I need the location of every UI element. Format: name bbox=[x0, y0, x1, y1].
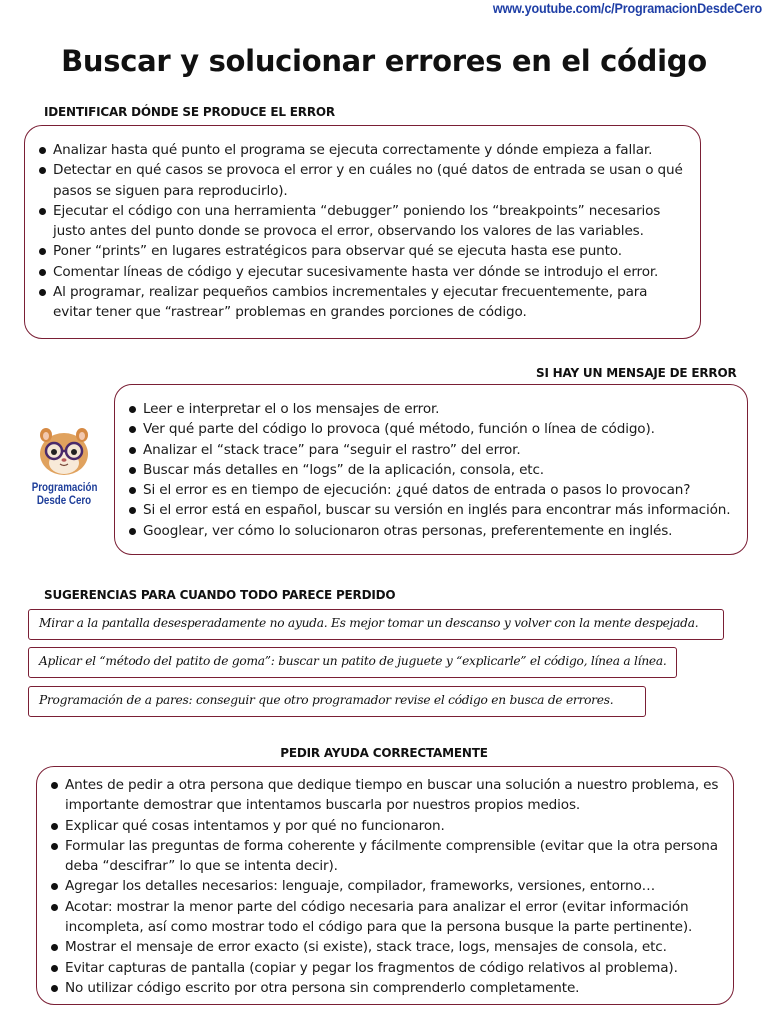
ask-help-list bbox=[51, 775, 723, 998]
list-item: Analizar hasta qué punto el programa se ejecuta correctamente y dónde empieza a fallar. bbox=[39, 140, 690, 160]
list-item: Ejecutar el código con una herramienta “debugger” poniendo los “breakpoints” necesarios justo antes del punto donde se provoca el error, observando los valores de las variables. bbox=[39, 201, 690, 242]
list-item: Antes de pedir a otra persona que dedique tiempo en buscar una solución a nuestro problema, es importante demostrar que intentamos buscarla por nuestros propios medios. bbox=[51, 775, 723, 816]
list-item: Agregar los detalles necesarios: lenguaje, compilador, frameworks, versiones, entorno… bbox=[51, 876, 723, 896]
identify-error-list bbox=[39, 140, 690, 323]
list-item: Buscar más detalles en “logs” de la aplicación, consola, etc. bbox=[129, 460, 739, 480]
list-item: Si el error está en español, buscar su versión en inglés para encontrar más información. bbox=[129, 500, 739, 520]
list-item: Comentar líneas de código y ejecutar sucesivamente hasta ver dónde se introdujo el error. bbox=[39, 262, 690, 282]
list-item: Mostrar el mensaje de error exacto (si existe), stack trace, logs, mensajes de consola, etc. bbox=[51, 937, 723, 957]
list-item: Formular las preguntas de forma coherente y fácilmente comprensible (evitar que la otra persona deba “descifrar” lo que se intenta decir). bbox=[51, 836, 723, 877]
identify-error-box bbox=[24, 125, 701, 339]
ask-help-box bbox=[36, 766, 734, 1005]
list-item: Evitar capturas de pantalla (copiar y pegar los fragmentos de código relativos al problema). bbox=[51, 958, 723, 978]
list-item: Poner “prints” en lugares estratégicos para observar qué se ejecuta hasta ese punto. bbox=[39, 241, 690, 261]
channel-logo bbox=[26, 424, 102, 508]
page-title: Buscar y solucionar errores en el código bbox=[61, 44, 707, 78]
section-heading-identify: IDENTIFICAR DÓNDE SE PRODUCE EL ERROR bbox=[44, 105, 335, 119]
tip-box: Aplicar el “método del patito de goma”: buscar un patito de juguete y “explicarle” el código, línea a línea. bbox=[28, 647, 677, 678]
section-heading-ask-help: PEDIR AYUDA CORRECTAMENTE bbox=[280, 746, 488, 760]
list-item: No utilizar código escrito por otra persona sin comprenderlo completamente. bbox=[51, 978, 723, 998]
list-item: Ver qué parte del código lo provoca (qué método, función o línea de código). bbox=[129, 419, 739, 439]
logo-text: Programación Desde Cero bbox=[31, 482, 98, 507]
list-item: Analizar el “stack trace” para “seguir el rastro” del error. bbox=[129, 440, 739, 460]
tip-box: Mirar a la pantalla desesperadamente no ayuda. Es mejor tomar un descanso y volver con la mente despejada. bbox=[28, 609, 724, 640]
list-item: Leer e interpretar el o los mensajes de error. bbox=[129, 399, 739, 419]
list-item: Acotar: mostrar la menor parte del código necesaria para analizar el error (evitar información incompleta, así como mostrar todo el código para que la persona busque la parte pertinente). bbox=[51, 897, 723, 938]
error-message-list bbox=[129, 399, 739, 541]
section-heading-error-message: SI HAY UN MENSAJE DE ERROR bbox=[536, 366, 737, 380]
list-item: Detectar en qué casos se provoca el error y en cuáles no (qué datos de entrada se usan o qué pasos se siguen para reproducirlo). bbox=[39, 160, 690, 201]
list-item: Al programar, realizar pequeños cambios incrementales y ejecutar frecuentemente, para evitar tener que “rastrear” problemas en grandes porciones de código. bbox=[39, 282, 690, 323]
hamster-glasses-icon bbox=[33, 424, 95, 476]
list-item: Explicar qué cosas intentamos y por qué no funcionaron. bbox=[51, 816, 723, 836]
error-message-box bbox=[114, 384, 748, 555]
list-item: Si el error es en tiempo de ejecución: ¿qué datos de entrada o pasos lo provocan? bbox=[129, 480, 739, 500]
section-heading-tips: SUGERENCIAS PARA CUANDO TODO PARECE PERDIDO bbox=[44, 588, 396, 602]
list-item: Googlear, ver cómo lo solucionaron otras personas, preferentemente en inglés. bbox=[129, 521, 739, 541]
channel-url-link[interactable]: www.youtube.com/c/ProgramacionDesdeCero bbox=[492, 0, 762, 16]
tip-box: Programación de a pares: conseguir que otro programador revise el código en busca de errores. bbox=[28, 686, 646, 717]
